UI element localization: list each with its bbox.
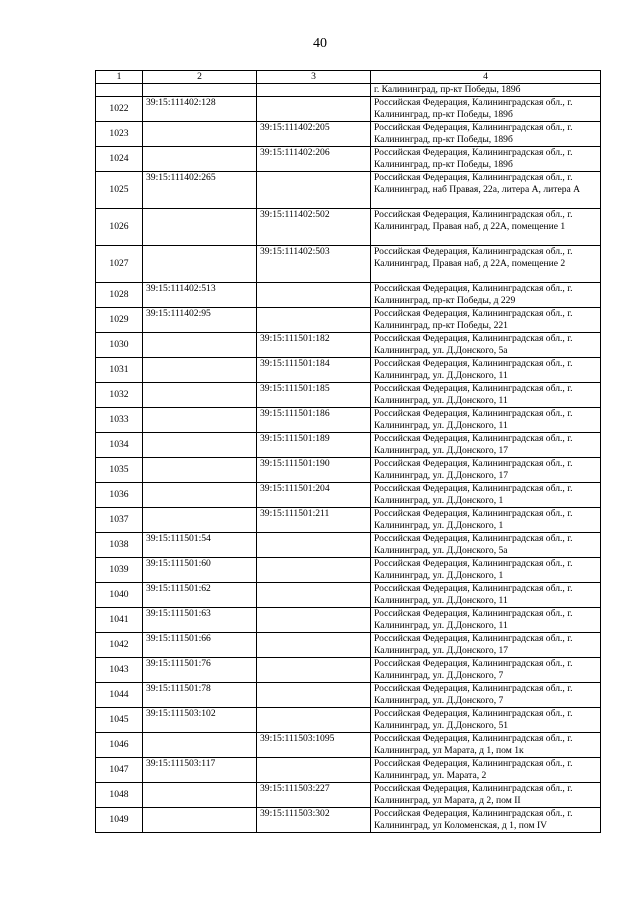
- row-number-cell: 1041: [96, 607, 143, 632]
- table-row: [96, 282, 601, 307]
- row-number-cell: 1024: [96, 146, 143, 171]
- row-number-cell: 1043: [96, 657, 143, 682]
- table-row: [96, 582, 601, 607]
- row-number-cell: 1036: [96, 482, 143, 507]
- cadastral-number-cell: [257, 607, 371, 632]
- row-number-cell: 1035: [96, 457, 143, 482]
- table-row: [96, 96, 601, 121]
- table-row: [96, 245, 601, 282]
- cadastral-number-cell: 39:15:111501:185: [257, 382, 371, 407]
- cadastral-number-cell: [143, 245, 257, 282]
- address-cell: Российская Федерация, Калининградская обл., г. Калининград, пр-кт Победы, 189б: [371, 146, 601, 171]
- cadastral-number-cell: 39:15:111503:102: [143, 707, 257, 732]
- address-cell: Российская Федерация, Калининградская обл., г. Калининград, ул Марата, д 2, пом II: [371, 782, 601, 807]
- table-row: [96, 607, 601, 632]
- table-row: [96, 507, 601, 532]
- cadastral-number-cell: 39:15:111501:186: [257, 407, 371, 432]
- table-row: [96, 357, 601, 382]
- table-row: [96, 307, 601, 332]
- cadastral-number-cell: 39:15:111503:1095: [257, 732, 371, 757]
- address-cell: Российская Федерация, Калининградская обл., г. Калининград, ул. Д.Донского, 1: [371, 557, 601, 582]
- continuation-cell-num: [96, 83, 143, 96]
- table-row: [96, 208, 601, 245]
- cadastral-number-cell: [257, 632, 371, 657]
- cadastral-number-cell: [257, 757, 371, 782]
- row-number-cell: 1049: [96, 807, 143, 832]
- address-cell: Российская Федерация, Калининградская обл., г. Калининград, ул Коломенская, д 1, пом IV: [371, 807, 601, 832]
- table-row: [96, 382, 601, 407]
- cadastral-number-cell: 39:15:111501:189: [257, 432, 371, 457]
- row-number-cell: 1029: [96, 307, 143, 332]
- cadastral-number-cell: [257, 657, 371, 682]
- row-number-cell: 1034: [96, 432, 143, 457]
- cadastral-number-cell: [143, 208, 257, 245]
- cadastral-number-cell: [257, 171, 371, 208]
- address-cell: Российская Федерация, Калининградская обл., г. Калининград, пр-кт Победы, 189б: [371, 96, 601, 121]
- row-number-cell: 1047: [96, 757, 143, 782]
- column-header-2: 2: [143, 71, 257, 84]
- address-cell: Российская Федерация, Калининградская обл., г. Калининград, ул. Марата, 2: [371, 757, 601, 782]
- cadastral-number-cell: 39:15:111501:54: [143, 532, 257, 557]
- table-row: [96, 407, 601, 432]
- table-row: [96, 532, 601, 557]
- row-number-cell: 1040: [96, 582, 143, 607]
- cadastral-number-cell: [143, 332, 257, 357]
- cadastral-number-cell: 39:15:111503:302: [257, 807, 371, 832]
- cadastral-number-cell: 39:15:111501:76: [143, 657, 257, 682]
- address-cell: Российская Федерация, Калининградская обл., г. Калининград, ул. Д.Донского, 17: [371, 457, 601, 482]
- continuation-cell-col2: [143, 83, 257, 96]
- cadastral-number-cell: [143, 782, 257, 807]
- address-cell: Российская Федерация, Калининградская обл., г. Калининград, ул. Д.Донского, 7: [371, 657, 601, 682]
- table-row: [96, 121, 601, 146]
- cadastral-number-cell: [257, 96, 371, 121]
- cadastral-number-cell: 39:15:111501:60: [143, 557, 257, 582]
- row-number-cell: 1048: [96, 782, 143, 807]
- cadastral-number-cell: 39:15:111402:128: [143, 96, 257, 121]
- row-number-cell: 1022: [96, 96, 143, 121]
- address-cell: Российская Федерация, Калининградская обл., г. Калининград, Правая наб, д 22А, помещение 1: [371, 208, 601, 245]
- cadastral-number-cell: [143, 432, 257, 457]
- row-number-cell: 1038: [96, 532, 143, 557]
- cadastral-number-cell: [257, 682, 371, 707]
- row-number-cell: 1033: [96, 407, 143, 432]
- row-number-cell: 1023: [96, 121, 143, 146]
- address-cell: Российская Федерация, Калининградская обл., г. Калининград, ул. Д.Донского, 11: [371, 582, 601, 607]
- cadastral-number-cell: [257, 532, 371, 557]
- cadastral-number-cell: [143, 507, 257, 532]
- table-row: [96, 146, 601, 171]
- cadastral-number-cell: 39:15:111402:95: [143, 307, 257, 332]
- address-cell: Российская Федерация, Калининградская обл., г. Калининград, ул. Д.Донского, 11: [371, 407, 601, 432]
- continuation-cell-col3: [257, 83, 371, 96]
- continuation-row: [96, 83, 601, 96]
- table-row: [96, 782, 601, 807]
- table-row: [96, 632, 601, 657]
- cadastral-number-cell: [257, 707, 371, 732]
- row-number-cell: 1031: [96, 357, 143, 382]
- address-cell: Российская Федерация, Калининградская обл., г. Калининград, ул. Д.Донского, 5а: [371, 332, 601, 357]
- address-cell: Российская Федерация, Калининградская обл., г. Калининград, ул. Д.Донского, 51: [371, 707, 601, 732]
- cadastral-number-cell: [143, 382, 257, 407]
- cadastral-number-cell: 39:15:111501:182: [257, 332, 371, 357]
- cadastral-number-cell: [257, 557, 371, 582]
- cadastral-number-cell: 39:15:111402:513: [143, 282, 257, 307]
- address-cell: Российская Федерация, Калининградская обл., г. Калининград, ул. Д.Донского, 1: [371, 482, 601, 507]
- cadastral-number-cell: [143, 732, 257, 757]
- table-row: [96, 171, 601, 208]
- address-cell: Российская Федерация, Калининградская обл., г. Калининград, ул. Д.Донского, 17: [371, 632, 601, 657]
- table-row: [96, 657, 601, 682]
- table-row: [96, 457, 601, 482]
- row-number-cell: 1046: [96, 732, 143, 757]
- cadastral-number-cell: 39:15:111501:190: [257, 457, 371, 482]
- cadastral-number-cell: 39:15:111501:78: [143, 682, 257, 707]
- row-number-cell: 1027: [96, 245, 143, 282]
- cadastral-number-cell: [143, 482, 257, 507]
- address-cell: Российская Федерация, Калининградская обл., г. Калининград, ул. Д.Донского, 1: [371, 507, 601, 532]
- cadastral-number-cell: [143, 457, 257, 482]
- cadastral-number-cell: 39:15:111501:62: [143, 582, 257, 607]
- table-row: [96, 757, 601, 782]
- row-number-cell: 1045: [96, 707, 143, 732]
- page-number: 40: [313, 36, 327, 51]
- cadastral-number-cell: 39:15:111402:265: [143, 171, 257, 208]
- cadastral-number-cell: 39:15:111402:502: [257, 208, 371, 245]
- address-cell: Российская Федерация, Калининградская обл., г. Калининград, ул. Д.Донского, 5а: [371, 532, 601, 557]
- address-cell: Российская Федерация, Калининградская обл., г. Калининград, пр-кт Победы, д 229: [371, 282, 601, 307]
- address-cell: Российская Федерация, Калининградская обл., г. Калининград, ул Марата, д 1, пом 1к: [371, 732, 601, 757]
- cadastral-number-cell: 39:15:111402:205: [257, 121, 371, 146]
- row-number-cell: 1030: [96, 332, 143, 357]
- cadastral-number-cell: 39:15:111503:227: [257, 782, 371, 807]
- row-number-cell: 1025: [96, 171, 143, 208]
- cadastral-number-cell: 39:15:111402:206: [257, 146, 371, 171]
- cadastral-number-cell: [143, 146, 257, 171]
- table-row: [96, 807, 601, 832]
- table-row: [96, 682, 601, 707]
- cadastral-number-cell: 39:15:111501:204: [257, 482, 371, 507]
- row-number-cell: 1037: [96, 507, 143, 532]
- column-header-4: 4: [371, 71, 601, 84]
- table-body: [96, 71, 601, 833]
- cadastral-number-cell: 39:15:111501:63: [143, 607, 257, 632]
- address-cell: Российская Федерация, Калининградская обл., г. Калининград, ул. Д.Донского, 11: [371, 607, 601, 632]
- address-cell: Российская Федерация, Калининградская обл., г. Калининград, Правая наб, д 22А, помещение 2: [371, 245, 601, 282]
- address-cell: Российская Федерация, Калининградская обл., г. Калининград, наб Правая, 22а, литера А, литера А: [371, 171, 601, 208]
- property-registry-table: [95, 70, 601, 833]
- cadastral-number-cell: [257, 282, 371, 307]
- continuation-address: г. Калининград, пр-кт Победы, 189б: [371, 83, 601, 96]
- cadastral-number-cell: 39:15:111501:66: [143, 632, 257, 657]
- column-header-1: 1: [96, 71, 143, 84]
- cadastral-number-cell: 39:15:111501:184: [257, 357, 371, 382]
- table-row: [96, 557, 601, 582]
- cadastral-number-cell: 39:15:111503:117: [143, 757, 257, 782]
- address-cell: Российская Федерация, Калининградская обл., г. Калининград, ул. Д.Донского, 7: [371, 682, 601, 707]
- table-row: [96, 482, 601, 507]
- row-number-cell: 1039: [96, 557, 143, 582]
- cadastral-number-cell: 39:15:111501:211: [257, 507, 371, 532]
- column-header-3: 3: [257, 71, 371, 84]
- address-cell: Российская Федерация, Калининградская обл., г. Калининград, ул. Д.Донского, 11: [371, 357, 601, 382]
- cadastral-number-cell: [257, 582, 371, 607]
- row-number-cell: 1032: [96, 382, 143, 407]
- address-cell: Российская Федерация, Калининградская обл., г. Калининград, ул. Д.Донского, 11: [371, 382, 601, 407]
- cadastral-number-cell: 39:15:111402:503: [257, 245, 371, 282]
- row-number-cell: 1042: [96, 632, 143, 657]
- row-number-cell: 1044: [96, 682, 143, 707]
- cadastral-number-cell: [257, 307, 371, 332]
- address-cell: Российская Федерация, Калининградская обл., г. Калининград, пр-кт Победы, 189б: [371, 121, 601, 146]
- row-number-cell: 1028: [96, 282, 143, 307]
- cadastral-number-cell: [143, 357, 257, 382]
- table-row: [96, 732, 601, 757]
- row-number-cell: 1026: [96, 208, 143, 245]
- cadastral-number-cell: [143, 121, 257, 146]
- table-row: [96, 432, 601, 457]
- address-cell: Российская Федерация, Калининградская обл., г. Калининград, ул. Д.Донского, 17: [371, 432, 601, 457]
- table-row: [96, 707, 601, 732]
- address-cell: Российская Федерация, Калининградская обл., г. Калининград, пр-кт Победы, 221: [371, 307, 601, 332]
- cadastral-number-cell: [143, 807, 257, 832]
- header-row: [96, 71, 601, 84]
- table-row: [96, 332, 601, 357]
- cadastral-number-cell: [143, 407, 257, 432]
